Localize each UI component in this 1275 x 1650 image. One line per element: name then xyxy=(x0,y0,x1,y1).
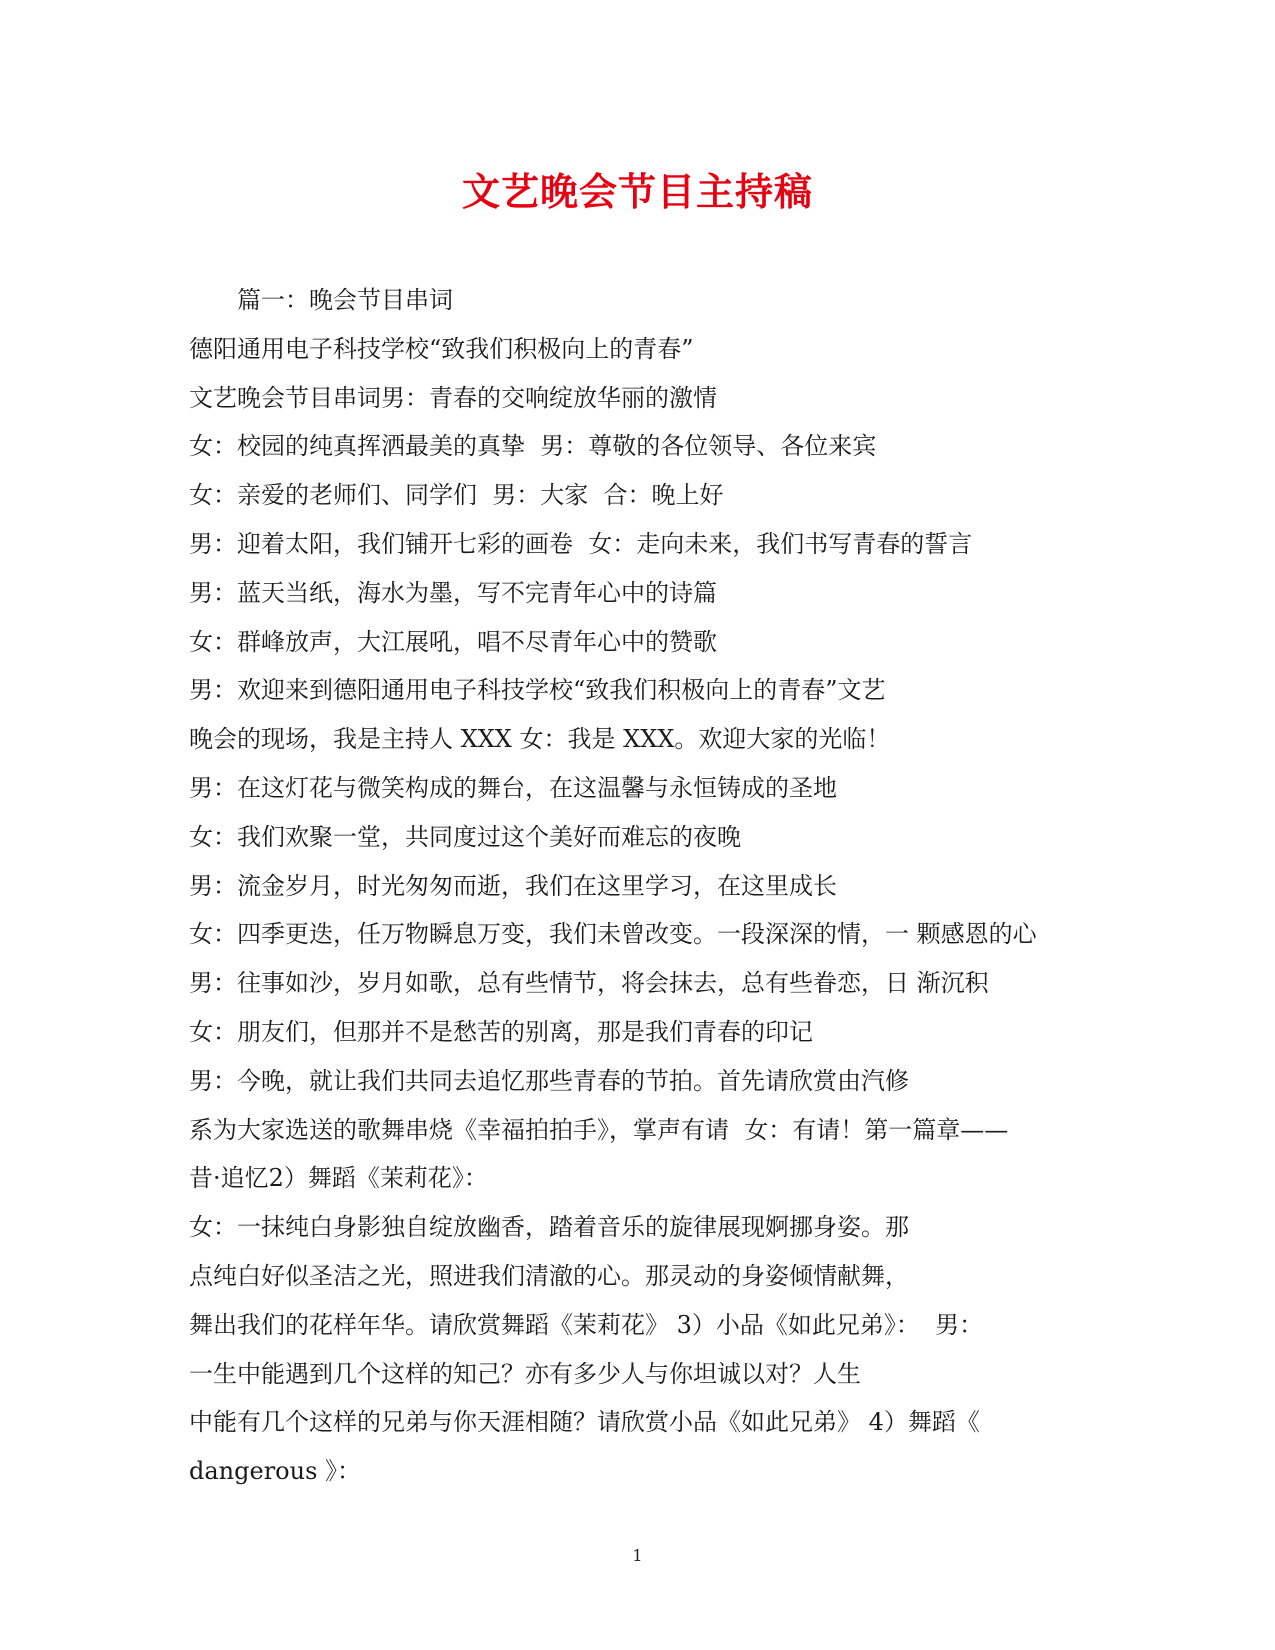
text-line: 男：迎着太阳，我们铺开七彩的画卷 女：走向未来，我们书写青春的誓言 xyxy=(189,529,973,558)
text-line: 晚会的现场，我是主持人 XXX 女：我是 XXX。欢迎大家的光临！ xyxy=(189,725,891,754)
text-line: 德阳通用电子科技学校“致我们积极向上的青春” xyxy=(189,334,694,363)
text-line: dangerous 》： xyxy=(189,1457,362,1486)
page-number: 1 xyxy=(632,1546,643,1565)
text-line: 女：亲爱的老师们、同学们 男：大家 合：晚上好 xyxy=(189,481,724,510)
text-line: 篇一：晚会节目串词 xyxy=(237,286,453,314)
text-line: 舞出我们的花样年华。请欣赏舞蹈《茉莉花》 3）小品《如此兄弟》： 男： xyxy=(189,1310,984,1339)
text-line: 男：流金岁月，时光匆匆而逝，我们在这里学习，在这里成长 xyxy=(189,871,837,900)
text-line: 男：在这灯花与微笑构成的舞台，在这温馨与永恒铸成的圣地 xyxy=(189,773,837,802)
text-line: 文艺晚会节目串词男：青春的交响绽放华丽的激情 xyxy=(189,383,717,412)
text-line: 中能有几个这样的兄弟与你天涯相随？请欣赏小品《如此兄弟》 4）舞蹈《 xyxy=(189,1408,980,1437)
document-body xyxy=(189,276,1089,1496)
text-line: 女：群峰放声，大江展吼，唱不尽青年心中的赞歌 xyxy=(189,627,717,656)
text-line: 女：四季更迭，任万物瞬息万变，我们未曾改变。一段深深的情，一 颗感恩的心 xyxy=(189,920,1037,949)
text-line: 男：今晚，就让我们共同去追忆那些青春的节拍。首先请欣赏由汽修 xyxy=(189,1066,909,1095)
text-line: 系为大家选送的歌舞串烧《幸福拍拍手》，掌声有请 女：有请！第一篇章—— xyxy=(189,1115,1009,1144)
text-line: 点纯白好似圣洁之光，照进我们清澈的心。那灵动的身姿倾情献舞， xyxy=(189,1261,909,1290)
text-line: 男：往事如沙，岁月如歌，总有些情节，将会抹去，总有些眷恋，日 渐沉积 xyxy=(189,969,989,998)
text-line: 女：朋友们，但那并不是愁苦的别离，那是我们青春的印记 xyxy=(189,1017,813,1046)
text-line: 女：一抹纯白身影独自绽放幽香，踏着音乐的旋律展现婀挪身姿。那 xyxy=(189,1213,909,1242)
text-line: 男：欢迎来到德阳通用电子科技学校“致我们积极向上的青春”文艺 xyxy=(189,676,886,705)
text-line: 女：我们欢聚一堂，共同度过这个美好而难忘的夜晚 xyxy=(189,822,741,851)
text-line: 一生中能遇到几个这样的知己？亦有多少人与你坦诚以对？人生 xyxy=(189,1359,861,1388)
document-title: 文艺晚会节目主持稿 xyxy=(461,169,813,214)
text-line: 女：校园的纯真挥洒最美的真挚 男：尊敬的各位领导、各位来宾 xyxy=(189,432,877,461)
text-line: 男：蓝天当纸，海水为墨，写不完青年心中的诗篇 xyxy=(189,578,717,607)
text-line: 昔·追忆2）舞蹈《茉莉花》： xyxy=(189,1164,488,1193)
